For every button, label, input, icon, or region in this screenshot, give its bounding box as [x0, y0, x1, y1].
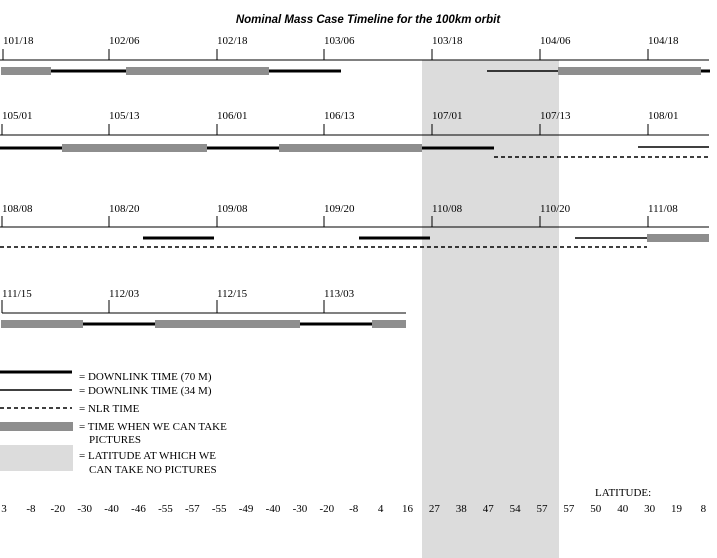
tick-label: 108/20 — [109, 203, 140, 215]
timeline-row-4 — [1, 288, 406, 328]
tick-marks — [2, 300, 324, 313]
tick-label: 112/15 — [217, 288, 248, 300]
pictures-bar — [62, 144, 207, 152]
timeline-row-1 — [0, 35, 710, 75]
latitude-value: -20 — [319, 503, 335, 515]
legend-label-pictures-line-1: = TIME WHEN WE CAN TAKE — [79, 421, 227, 433]
latitude-value: 8 — [700, 503, 707, 515]
latitude-value: 47 — [482, 503, 494, 515]
tick-labels — [2, 110, 679, 122]
tick-label: 109/20 — [324, 203, 355, 215]
tick-label: 107/13 — [540, 110, 571, 122]
legend-label-downlink-34m: = DOWNLINK TIME (34 M) — [79, 385, 212, 397]
diagram-title: Nominal Mass Case Timeline for the 100km orbit — [235, 14, 501, 26]
tick-label: 107/01 — [432, 110, 463, 122]
timeline-row-2 — [0, 110, 709, 157]
latitude-value: 19 — [671, 503, 682, 515]
tick-label: 108/08 — [2, 203, 33, 215]
tick-label: 105/01 — [2, 110, 33, 122]
tick-label: 108/01 — [648, 110, 679, 122]
tick-label: 106/13 — [324, 110, 355, 122]
tick-label: 104/18 — [648, 35, 679, 47]
latitude-value: 50 — [590, 503, 602, 515]
tick-label: 110/20 — [540, 203, 571, 215]
legend-swatch-no-pictures — [0, 445, 73, 471]
latitude-value: 57 — [536, 503, 548, 515]
tick-label: 102/06 — [109, 35, 140, 47]
pictures-bar — [279, 144, 422, 152]
latitude-value: -8 — [349, 503, 359, 515]
latitude-value: -8 — [26, 503, 36, 515]
latitude-value: -30 — [77, 503, 93, 515]
latitude-value: -55 — [211, 503, 227, 515]
latitude-value: -49 — [238, 503, 254, 515]
legend-label-nlr: = NLR TIME — [79, 403, 140, 415]
tick-label: 101/18 — [3, 35, 34, 47]
latitude-value: -20 — [50, 503, 66, 515]
tick-labels — [2, 203, 678, 215]
latitude-value: 16 — [402, 503, 413, 515]
legend-label-pictures-line-2: PICTURES — [89, 434, 141, 446]
tick-marks — [3, 49, 648, 60]
pictures-bar — [155, 320, 300, 328]
timeline-row-3 — [0, 203, 709, 247]
legend — [0, 371, 227, 476]
latitude-value: -40 — [104, 503, 119, 515]
latitude-value: 4 — [377, 503, 384, 515]
pictures-bar — [647, 234, 709, 242]
pictures-bar — [1, 320, 83, 328]
tick-labels — [2, 288, 355, 300]
latitude-value: -57 — [184, 503, 200, 515]
latitude-label: LATITUDE: — [595, 487, 652, 499]
pictures-bar — [1, 67, 51, 75]
legend-label-downlink-70m: = DOWNLINK TIME (70 M) — [79, 371, 212, 383]
latitude-value: 40 — [617, 503, 629, 515]
pictures-bar — [558, 67, 701, 75]
latitude-value: 27 — [428, 503, 440, 515]
tick-label: 102/18 — [217, 35, 248, 47]
tick-label: 110/08 — [432, 203, 463, 215]
latitude-value: 54 — [509, 503, 521, 515]
tick-label: 113/03 — [324, 288, 355, 300]
legend-label-no-pictures-line-1: = LATITUDE AT WHICH WE — [79, 450, 216, 462]
tick-label: 112/03 — [109, 288, 140, 300]
latitude-value: -40 — [265, 503, 281, 515]
tick-labels — [3, 35, 679, 47]
tick-label: 111/08 — [648, 203, 678, 215]
latitude-value: 3 — [1, 503, 7, 515]
pictures-bar — [372, 320, 406, 328]
tick-label: 103/06 — [324, 35, 355, 47]
legend-swatch-pictures — [0, 422, 73, 431]
tick-label: 105/13 — [109, 110, 140, 122]
tick-label: 109/08 — [217, 203, 248, 215]
latitude-value: -55 — [158, 503, 173, 515]
pictures-bar — [126, 67, 269, 75]
tick-label: 111/15 — [2, 288, 32, 300]
legend-label-no-pictures-line-2: CAN TAKE NO PICTURES — [89, 464, 217, 476]
latitude-value: -46 — [131, 503, 146, 515]
tick-label: 104/06 — [540, 35, 571, 47]
tick-label: 106/01 — [217, 110, 248, 122]
latitude-value: 38 — [455, 503, 467, 515]
latitude-value: 30 — [644, 503, 656, 515]
latitude-value: 57 — [563, 503, 575, 515]
tick-label: 103/18 — [432, 35, 463, 47]
latitude-values — [1, 503, 706, 515]
latitude-value: -30 — [292, 503, 308, 515]
